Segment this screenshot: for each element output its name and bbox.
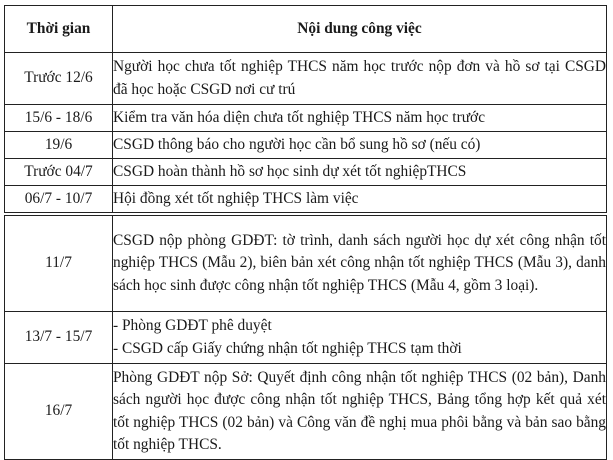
table-row (5, 186, 607, 213)
table-row (5, 105, 607, 132)
row-task: Hội đồng xét tốt nghiệp THCS làm việc (113, 186, 607, 213)
table-row (5, 312, 607, 364)
header-task: Nội dung công việc (113, 6, 607, 53)
table-row (5, 364, 607, 460)
row-task: Phòng GDĐT nộp Sở: Quyết định công nhận tốt nghiệp THCS (02 bản), Danh sách người học được công nhận tốt nghiệp THCS, Bảng tổng hợp kết quả xét tốt nghiệp THCS (02 bản) và Công văn đề nghị mua phôi bằng và bản sao bằng tốt nghiệp THCS. (113, 364, 607, 460)
table-row (5, 132, 607, 159)
row-task: Kiểm tra văn hóa diện chưa tốt nghiệp THCS năm học trước (113, 105, 607, 132)
row-task: CSGD thông báo cho người học cần bổ sung hồ sơ (nếu có) (113, 132, 607, 159)
row-time: 11/7 (5, 216, 113, 312)
table-row (5, 53, 607, 105)
table-row (5, 216, 607, 312)
row-task: CSGD nộp phòng GDĐT: tờ trình, danh sách người học dự xét công nhận tốt nghiệp THCS (Mẫu 2), biên bản xét công nhận tốt nghiệp THCS (Mẫu 3), danh sách học sinh được công nhận tốt nghiệp THCS (Mẫu 4, gồm 3 loại). (113, 216, 607, 312)
schedule-table-top (4, 5, 607, 213)
row-time: 16/7 (5, 364, 113, 460)
row-task: CSGD hoàn thành hồ sơ học sinh dự xét tốt nghiệpTHCS (113, 159, 607, 186)
row-time: 15/6 - 18/6 (5, 105, 113, 132)
row-task-list (113, 312, 607, 364)
bullet-line: - Phòng GDĐT phê duyệt (113, 317, 272, 334)
row-time: Trước 12/6 (5, 53, 113, 105)
row-time: 06/7 - 10/7 (5, 186, 113, 213)
row-task: Người học chưa tốt nghiệp THCS năm học trước nộp đơn và hồ sơ tại CSGD đã học hoặc CSGD nơi cư trú (113, 53, 607, 105)
row-time: 19/6 (5, 132, 113, 159)
table-row (5, 159, 607, 186)
header-time: Thời gian (5, 6, 113, 53)
table-header-row (5, 6, 607, 53)
row-time: 13/7 - 15/7 (5, 312, 113, 364)
row-time: Trước 04/7 (5, 159, 113, 186)
schedule-table-bottom (4, 215, 607, 460)
bullet-line: - CSGD cấp Giấy chứng nhận tốt nghiệp THCS tạm thời (113, 339, 462, 357)
